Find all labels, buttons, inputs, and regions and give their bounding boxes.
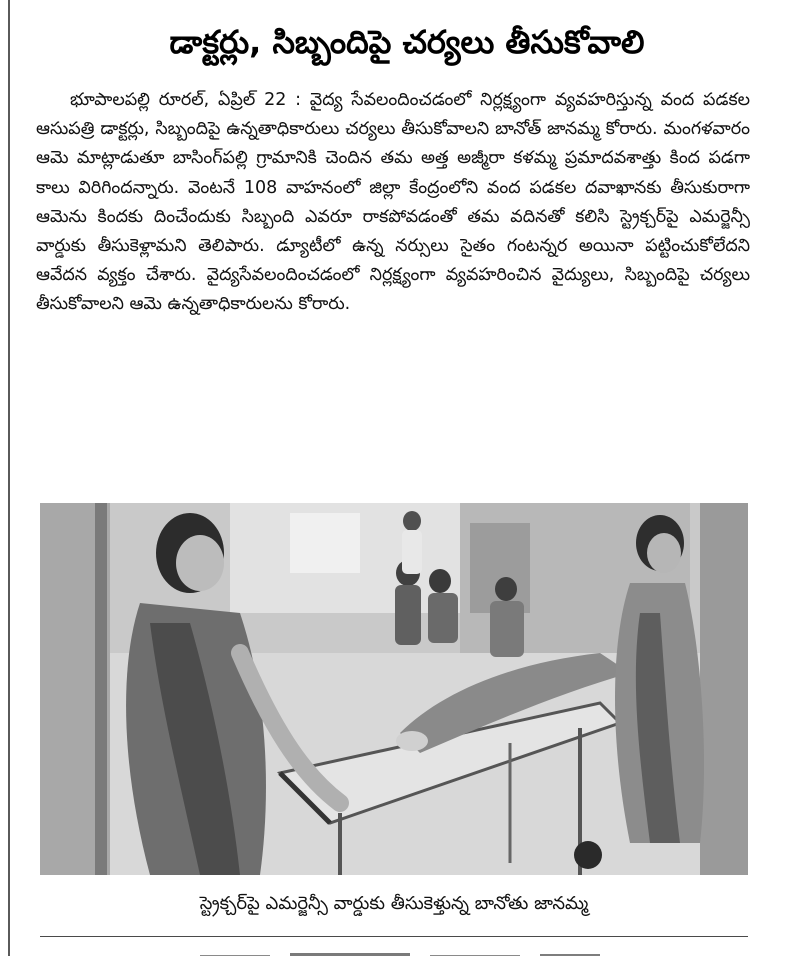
news-photo bbox=[40, 503, 748, 875]
left-column-rule bbox=[8, 0, 10, 956]
next-article-fragment bbox=[200, 946, 620, 956]
column-divider bbox=[40, 936, 748, 937]
article-headline: డాక్టర్లు, సిబ్బందిపై చర్యలు తీసుకోవాలి bbox=[169, 23, 645, 61]
photo-caption: స్ట్రెక్చర్‌పై ఎమర్జెన్సీ వార్డుకు తీసుకెళ్తున్న బానోతు జానమ్మ bbox=[199, 893, 589, 914]
article-body: భూపాలపల్లి రూరల్, ఏప్రిల్ 22 : వైద్య సేవలందించడంలో నిర్లక్ష్యంగా వ్యవహరిస్తున్న వంద పడకల ఆసుపత్రి డాక్టర్లు, సిబ్బందిపై ఉన్నతాధికారులు చర్యలు తీసుకోవాలని బానోత్ జానమ్మ కోరారు. మంగళవారం ఆమె మాట్లాడుతూ బాసింగ్‌పల్లి గ్రామానికి చెందిన తమ అత్త అజ్మీరా కళమ్మ ప్రమాదవశాత్తు కింద పడగా కాలు విరిగిందన్నారు. వెంటనే 108 వాహనంలో జిల్లా కేంద్రంలోని వంద పడకల దవాఖానకు తీసుకురాగా ఆమెను కిందకు దించేందుకు సిబ్బంది ఎవరూ రాకపోవడంతో తమ వదినతో కలిసి స్ట్రెక్చర్‌పై ఎమర్జెన్సీ వార్డుకు తీసుకెళ్లామని తెలిపారు. డ్యూటీలో ఉన్న నర్సులు సైతం గంటన్నర అయినా పట్టించుకోలేదని ఆవేదన వ్యక్తం చేశారు. వైద్యసేవలందించడంలో నిర్లక్ష్యంగా వ్యవహరించిన వైద్యులు, సిబ్బందిపై చర్యలు తీసుకోవాలని ఆమె ఉన్నతాధికారులను కోరారు. bbox=[36, 90, 750, 315]
